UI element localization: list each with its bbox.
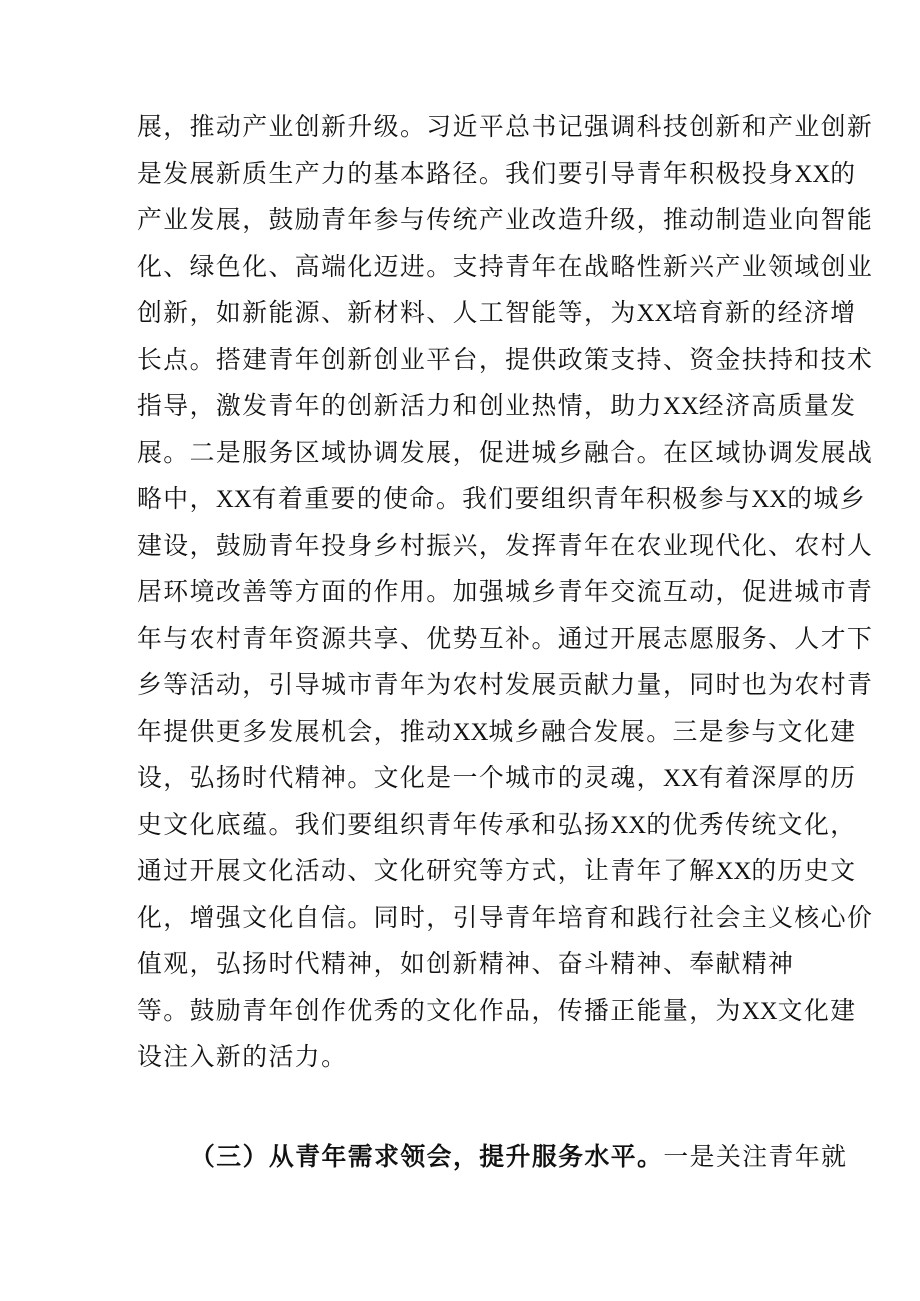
text-line: 创新，如新能源、新材料、人工智能等，为XX培育新的经济增: [137, 298, 857, 327]
text-line: 值观，弘扬时代精神，如创新精神、奋斗精神、奉献精神: [137, 949, 795, 978]
text-line: 设注入新的活力。: [137, 1042, 348, 1071]
text-line: 设，弘扬时代精神。文化是一个城市的灵魂，XX有着深厚的历: [137, 763, 857, 792]
text-line: 化、绿色化、高端化迈进。支持青年在战略性新兴产业领域创业: [137, 251, 874, 281]
section-heading: [190, 1134, 848, 1181]
text-line: 指导，激发青年的创新活力和创业热情，助力XX经济高质量发: [137, 391, 857, 420]
text-line: 展，推动产业创新升级。习近平总书记强调科技创新和产业创新: [137, 112, 874, 141]
text-line: 长点。搭建青年创新创业平台，提供政策支持、资金扶持和技术: [137, 344, 874, 374]
text-line: 展。二是服务区域协调发展，促进城乡融合。在区域协调发展战: [137, 437, 874, 467]
text-line: 通过开展文化活动、文化研究等方式，让青年了解XX的历史文: [137, 856, 857, 885]
text-line: 年提供更多发展机会，推动XX城乡融合发展。三是参与文化建: [137, 716, 857, 746]
text-line: 等。鼓励青年创作优秀的文化作品，传播正能量，为XX文化建: [137, 995, 857, 1025]
body-paragraph: [137, 104, 874, 1081]
text-line: 史文化底蕴。我们要组织青年传承和弘扬XX的优秀传统文化，: [137, 809, 857, 839]
text-line: 是发展新质生产力的基本路径。我们要引导青年积极投身XX的: [137, 158, 857, 188]
text-line: 乡等活动，引导城市青年为农村发展贡献力量，同时也为农村青: [137, 670, 874, 699]
text-line: 年与农村青年资源共享、优势互补。通过开展志愿服务、人才下: [137, 623, 874, 653]
text-line: 产业发展，鼓励青年参与传统产业改造升级，推动制造业向智能: [137, 205, 874, 234]
section-heading-bold: （三）从青年需求领会，提升服务水平。: [190, 1142, 664, 1171]
text-line: 化，增强文化自信。同时，引导青年培育和践行社会主义核心价: [137, 902, 874, 932]
text-line: 略中，XX有着重要的使命。我们要组织青年积极参与XX的城乡: [137, 484, 867, 513]
text-line: 居环境改善等方面的作用。加强城乡青年交流互动，促进城市青: [137, 577, 874, 606]
section-heading-continuation: 一是关注青年就: [663, 1142, 848, 1171]
text-line: 建设，鼓励青年投身乡村振兴，发挥青年在农业现代化、农村人: [137, 530, 874, 560]
